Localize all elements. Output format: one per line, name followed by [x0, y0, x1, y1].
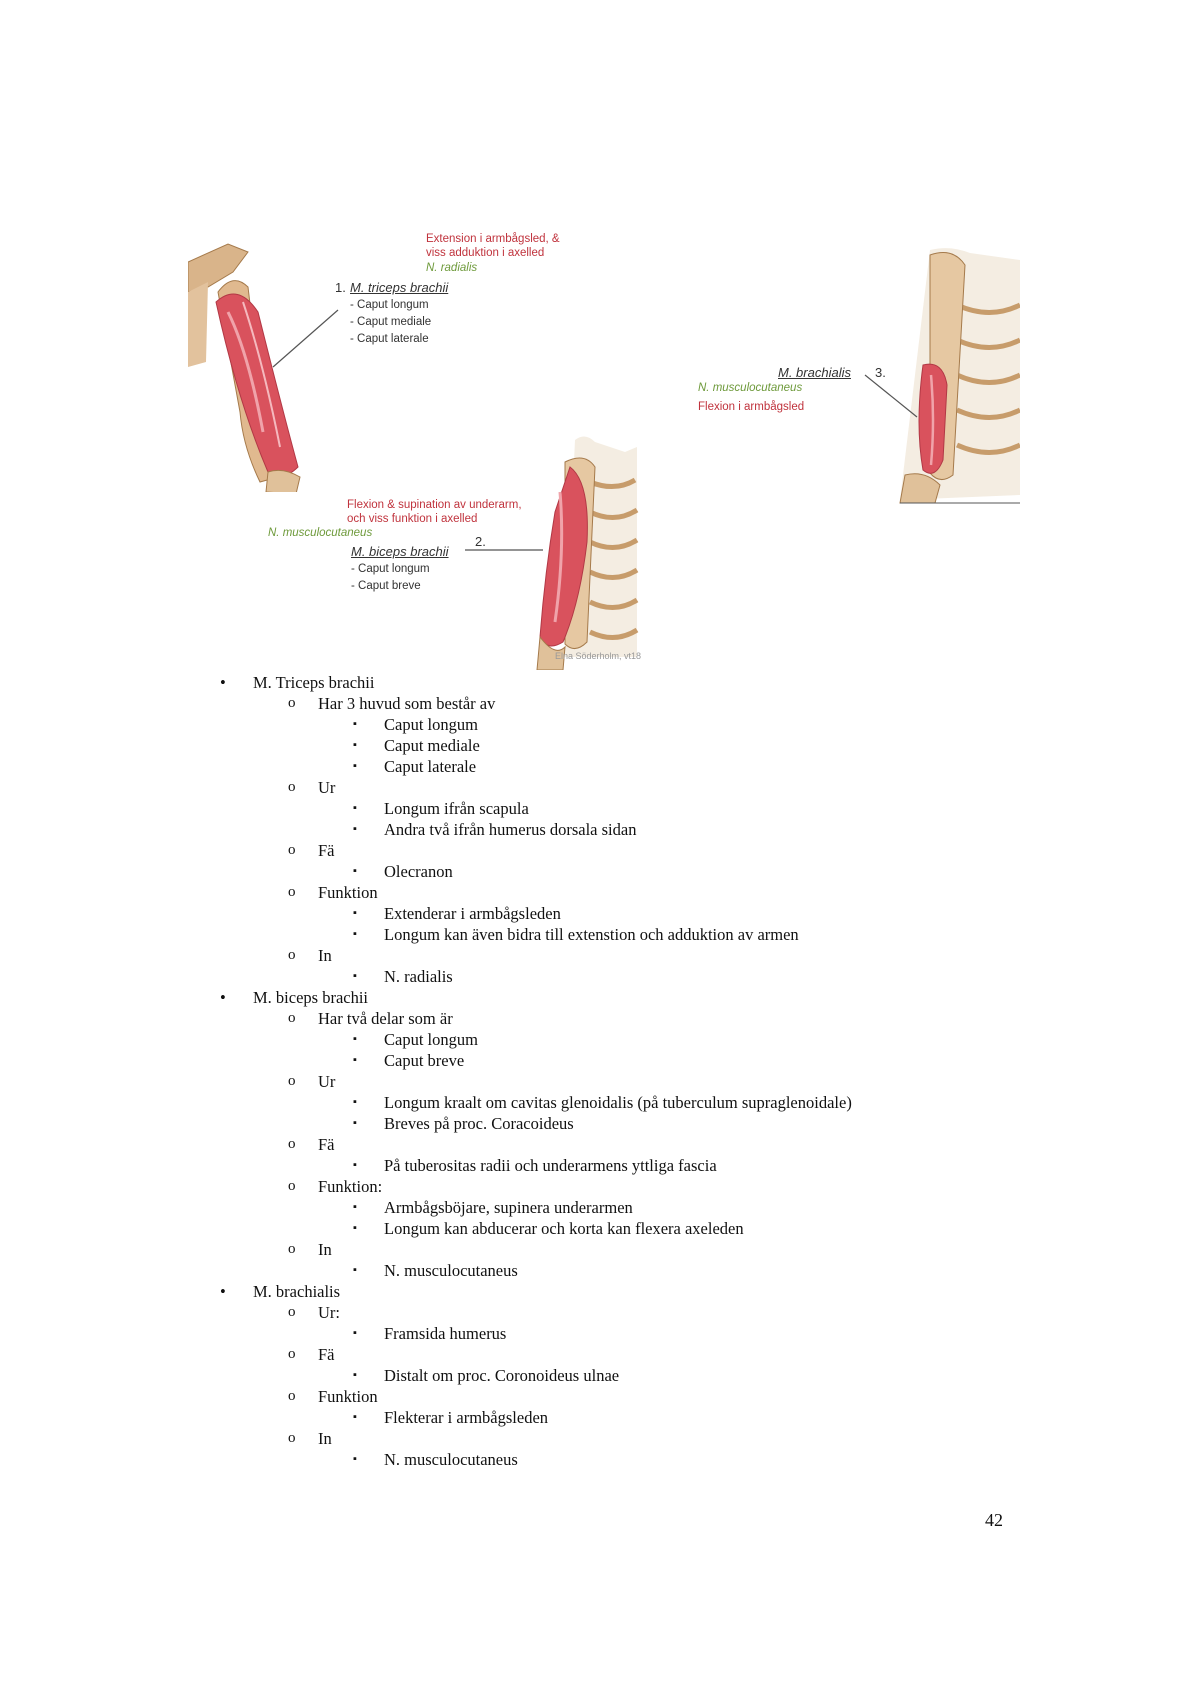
list-item-text: Funktion:	[318, 1177, 383, 1196]
outline-section	[218, 987, 852, 1008]
list-marker: o	[288, 1304, 296, 1320]
outline-detail	[218, 861, 852, 882]
list-marker: ▪	[353, 865, 357, 877]
brachialis-function: Flexion i armbågsled	[698, 401, 805, 413]
biceps-function-line1: Flexion & supination av underarm,	[347, 499, 522, 511]
outline-detail	[218, 798, 852, 819]
biceps-title: M. biceps brachii	[351, 544, 449, 559]
list-item-text: Armbågsböjare, supinera underarmen	[384, 1198, 633, 1217]
outline-subsection	[218, 840, 852, 861]
outline-detail	[218, 1407, 852, 1428]
list-item-text: Andra två ifrån humerus dorsala sidan	[384, 820, 637, 839]
brachialis-figure	[695, 245, 1020, 510]
list-marker: o	[288, 1010, 296, 1026]
outline-detail	[218, 924, 852, 945]
triceps-part-3: - Caput laterale	[350, 333, 429, 345]
list-marker: o	[288, 695, 296, 711]
list-item-text: Fä	[318, 841, 335, 860]
list-item-text: M. brachialis	[253, 1282, 341, 1301]
list-marker: ▪	[353, 1411, 357, 1423]
biceps-figure	[265, 432, 660, 670]
outline-subsection	[218, 693, 852, 714]
muscle-outline-list	[218, 672, 852, 1470]
outline-subsection	[218, 1239, 852, 1260]
brachialis-number: 3.	[875, 365, 886, 380]
list-marker: ▪	[353, 1201, 357, 1213]
list-item-text: In	[318, 1240, 332, 1259]
list-item-text: Caput laterale	[384, 757, 477, 776]
outline-subsection	[218, 1428, 852, 1449]
outline-detail	[218, 1260, 852, 1281]
outline-detail	[218, 1323, 852, 1344]
outline-section	[218, 1281, 852, 1302]
outline-subsection	[218, 1176, 852, 1197]
image-credit: Elna Söderholm, vt18	[555, 651, 642, 661]
outline-subsection	[218, 1344, 852, 1365]
list-item-text: Fä	[318, 1135, 335, 1154]
list-marker: ▪	[353, 823, 357, 835]
biceps-function-line2: och viss funktion i axelled	[347, 513, 478, 525]
biceps-number: 2.	[475, 534, 486, 549]
list-marker: o	[288, 1241, 296, 1257]
list-marker: o	[288, 1136, 296, 1152]
biceps-part-1: - Caput longum	[351, 563, 430, 575]
list-marker: ▪	[353, 907, 357, 919]
list-marker: ▪	[353, 970, 357, 982]
list-marker: ▪	[353, 1159, 357, 1171]
outline-detail	[218, 1365, 852, 1386]
list-item-text: Funktion	[318, 1387, 378, 1406]
outline-detail	[218, 1155, 852, 1176]
list-item-text: Har två delar som är	[318, 1009, 453, 1028]
biceps-part-2: - Caput breve	[351, 580, 421, 592]
list-marker: o	[288, 1430, 296, 1446]
outline-detail	[218, 756, 852, 777]
list-marker: ▪	[353, 718, 357, 730]
list-item-text: Breves på proc. Coracoideus	[384, 1114, 574, 1133]
list-item-text: Ur	[318, 778, 336, 797]
list-item-text: Extenderar i armbågsleden	[384, 904, 561, 923]
outline-detail	[218, 714, 852, 735]
list-item-text: M. Triceps brachii	[253, 673, 375, 692]
outline-detail	[218, 1029, 852, 1050]
list-marker: ▪	[353, 1453, 357, 1465]
list-marker: o	[288, 1073, 296, 1089]
list-item-text: In	[318, 1429, 332, 1448]
list-marker: ▪	[353, 760, 357, 772]
list-marker: ▪	[353, 1327, 357, 1339]
page-number: 42	[985, 1510, 1003, 1530]
list-marker: ▪	[353, 1054, 357, 1066]
list-item-text: Funktion	[318, 883, 378, 902]
list-marker: ▪	[353, 802, 357, 814]
outline-detail	[218, 903, 852, 924]
list-marker: ▪	[353, 1369, 357, 1381]
list-item-text: Caput breve	[384, 1051, 465, 1070]
triceps-number: 1.	[335, 280, 346, 295]
list-marker: ▪	[353, 1117, 357, 1129]
triceps-part-1: - Caput longum	[350, 299, 429, 311]
outline-section	[218, 672, 852, 693]
outline-subsection	[218, 1071, 852, 1092]
outline-subsection	[218, 1134, 852, 1155]
list-marker: o	[288, 884, 296, 900]
brachialis-illustration	[695, 245, 1020, 510]
outline-detail	[218, 1449, 852, 1470]
list-marker: •	[220, 988, 226, 1007]
list-marker: o	[288, 947, 296, 963]
biceps-illustration	[265, 432, 660, 670]
list-marker: o	[288, 779, 296, 795]
list-item-text: På tuberositas radii och underarmens yttliga fascia	[384, 1156, 717, 1175]
list-item-text: Olecranon	[384, 862, 453, 881]
list-marker: ▪	[353, 1033, 357, 1045]
triceps-nerve: N. radialis	[426, 262, 478, 274]
list-marker: o	[288, 1388, 296, 1404]
list-item-text: Caput mediale	[384, 736, 480, 755]
list-item-text: N. musculocutaneus	[384, 1261, 518, 1280]
list-marker: ▪	[353, 1222, 357, 1234]
list-item-text: Flekterar i armbågsleden	[384, 1408, 549, 1427]
list-item-text: Distalt om proc. Coronoideus ulnae	[384, 1366, 620, 1385]
list-marker: ▪	[353, 1096, 357, 1108]
list-marker: ▪	[353, 1264, 357, 1276]
outline-detail	[218, 819, 852, 840]
list-item-text: Caput longum	[384, 715, 478, 734]
outline-detail	[218, 1218, 852, 1239]
triceps-function-line2: viss adduktion i axelled	[426, 247, 545, 259]
outline-detail	[218, 1050, 852, 1071]
list-item-text: Caput longum	[384, 1030, 478, 1049]
list-marker: o	[288, 1346, 296, 1362]
list-item-text: Longum kan abducerar och korta kan flexera axeleden	[384, 1219, 744, 1238]
list-item-text: M. biceps brachii	[253, 988, 369, 1007]
outline-detail	[218, 1197, 852, 1218]
list-item-text: Longum ifrån scapula	[384, 799, 529, 818]
list-item-text: Framsida humerus	[384, 1324, 507, 1343]
list-marker: ▪	[353, 739, 357, 751]
brachialis-title: M. brachialis	[778, 365, 851, 380]
triceps-title: M. triceps brachii	[350, 280, 449, 295]
outline-subsection	[218, 1386, 852, 1407]
brachialis-nerve: N. musculocutaneus	[698, 382, 803, 394]
list-item-text: N. musculocutaneus	[384, 1450, 518, 1469]
outline-subsection	[218, 777, 852, 798]
list-item-text: Longum kraalt om cavitas glenoidalis (på tuberculum supraglenoidale)	[384, 1093, 852, 1112]
list-marker: •	[220, 673, 226, 692]
list-item-text: Ur	[318, 1072, 336, 1091]
list-item-text: N. radialis	[384, 967, 453, 986]
outline-detail	[218, 1092, 852, 1113]
list-marker: •	[220, 1282, 226, 1301]
list-marker: ▪	[353, 928, 357, 940]
triceps-part-2: - Caput mediale	[350, 316, 432, 328]
list-marker: o	[288, 1178, 296, 1194]
list-item-text: Longum kan även bidra till extenstion och adduktion av armen	[384, 925, 799, 944]
outline-detail	[218, 735, 852, 756]
outline-detail	[218, 1113, 852, 1134]
list-item-text: In	[318, 946, 332, 965]
outline-subsection	[218, 1008, 852, 1029]
list-item-text: Ur:	[318, 1303, 340, 1322]
biceps-nerve: N. musculocutaneus	[268, 527, 373, 539]
outline-detail	[218, 966, 852, 987]
outline-subsection	[218, 882, 852, 903]
outline-subsection	[218, 1302, 852, 1323]
list-marker: o	[288, 842, 296, 858]
outline-subsection	[218, 945, 852, 966]
list-item-text: Fä	[318, 1345, 335, 1364]
list-item-text: Har 3 huvud som består av	[318, 694, 496, 713]
triceps-function-line1: Extension i armbågsled, &	[426, 233, 560, 245]
